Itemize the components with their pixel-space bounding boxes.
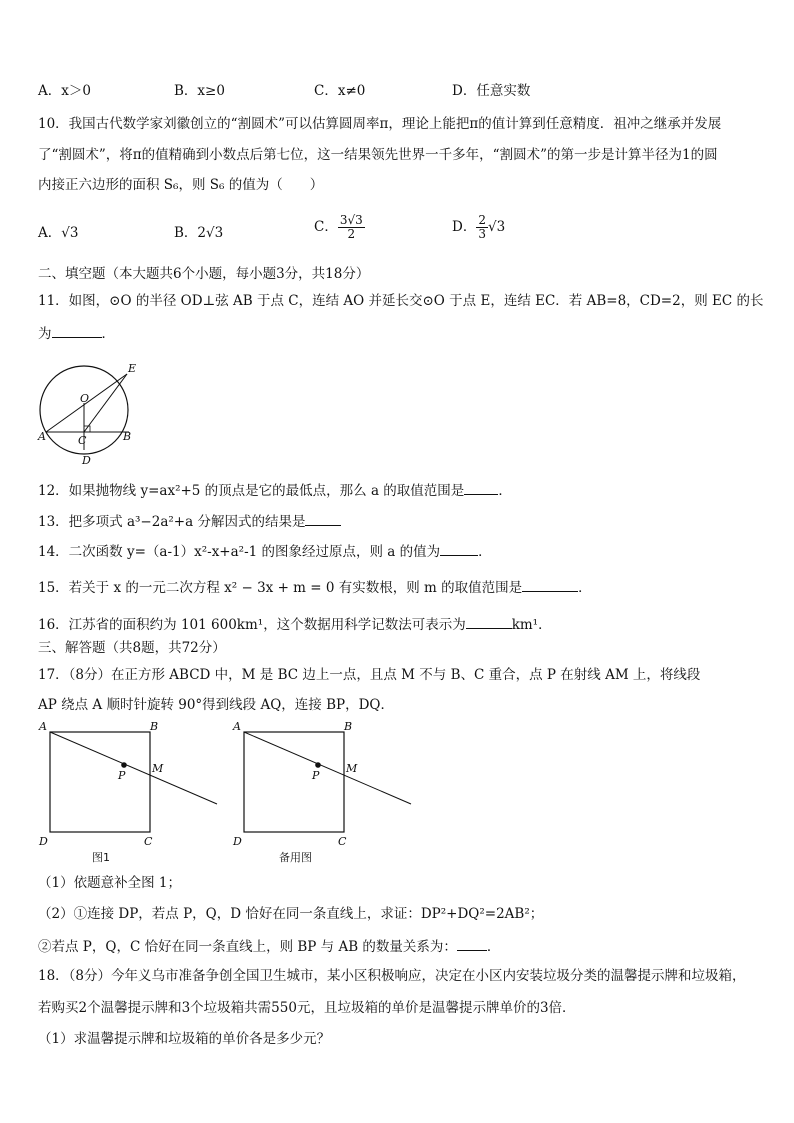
q11-circle-figure — [36, 360, 148, 468]
label-d: D — [82, 454, 91, 467]
q10-option-d — [452, 214, 505, 241]
q9-option-d: D．任意实数 — [452, 83, 531, 99]
label-a: A — [233, 720, 241, 733]
q10-line-3: 内接正六边形的面积 S₆，则 S₆ 的值为（ ） — [38, 177, 324, 193]
q9-option-c: C．x≠0 — [314, 83, 366, 99]
label-o: O — [80, 392, 90, 405]
label-c: C — [144, 835, 153, 848]
q12-line — [38, 480, 758, 500]
square-abcd — [50, 732, 150, 832]
q11-prefix: 为 — [38, 326, 52, 342]
label-a: A — [38, 430, 46, 443]
q10-option-a-value: √3 — [61, 225, 79, 241]
q17-part-1: （1）依题意补全图 1； — [38, 875, 181, 891]
label-c: C — [338, 835, 347, 848]
q17-part-2b — [38, 936, 758, 956]
label-b: B — [150, 720, 159, 733]
q11-line-1: 11．如图，⊙O 的半径 OD⊥弦 AB 于点 C，连结 AO 并延长交⊙O 于点 E，连结 EC．若 AB=8，CD=2，则 EC 的长 — [38, 293, 764, 309]
q15-line — [38, 577, 758, 597]
q10-option-d-value: √3 — [487, 219, 506, 235]
q11-suffix: ． — [101, 326, 115, 342]
q10-option-c-fraction — [338, 214, 365, 241]
section-2-title: 二、填空题（本大题共6个小题，每小题3分，共18分） — [38, 266, 370, 282]
q18-line-2: 若购买2个温馨提示牌和3个垃圾箱共需550元，且垃圾箱的单价是温馨提示牌单价的3倍． — [38, 1000, 576, 1016]
label-d: D — [39, 835, 48, 848]
q10-option-b — [174, 224, 223, 242]
q12-text: 12．如果抛物线 y=ax²+5 的顶点是它的最低点，那么 a 的取值范围是 — [38, 483, 465, 499]
label-c: C — [78, 434, 87, 447]
q18-part-1: （1）求温馨提示牌和垃圾箱的单价各是多少元？ — [38, 1031, 331, 1047]
line-ec — [84, 374, 127, 432]
q14-text: 14．二次函数 y=（a-1）x²-x+a²-1 的图象经过原点，则 a 的值为 — [38, 544, 441, 560]
q14-suffix: ． — [478, 544, 492, 560]
label-m: M — [152, 762, 164, 775]
label-p: P — [118, 769, 126, 782]
q10-option-a-label: A． — [38, 225, 62, 241]
q10-option-c — [314, 214, 365, 241]
q17-part-2a: （2）①连接 DP，若点 P，Q，D 恰好在同一条直线上，求证：DP²+DQ²=2AB²； — [38, 906, 544, 922]
section-3-title: 三、解答题（共8题，共72分） — [38, 640, 226, 656]
q17-part-2b-suffix: ． — [486, 939, 501, 955]
square-abcd — [244, 732, 344, 832]
q9-option-b: B．x≥0 — [174, 83, 225, 99]
q17-fig1-caption: 图1 — [92, 851, 110, 864]
label-p: P — [312, 769, 320, 782]
ray-am — [50, 732, 217, 804]
q15-answer-blank[interactable] — [522, 577, 578, 592]
q14-line — [38, 541, 758, 561]
q13-line — [38, 511, 758, 531]
q11-answer-blank[interactable] — [52, 323, 102, 338]
q12-suffix: ． — [498, 483, 512, 499]
q16-suffix: km¹． — [511, 617, 552, 633]
q10-option-c-denominator: 2 — [347, 227, 356, 241]
q17-backup-figure — [230, 718, 420, 850]
q9-option-a: A．x＞0 — [38, 83, 91, 99]
label-d: D — [233, 835, 242, 848]
q17-line-2: AP 绕点 A 顺时针旋转 90°得到线段 AQ，连接 BP，DQ． — [38, 697, 394, 713]
q17-figure-1 — [36, 718, 226, 850]
q14-answer-blank[interactable] — [440, 541, 478, 556]
q16-text: 16．江苏省的面积约为 101 600km¹，这个数据用科学记数法可表示为 — [38, 617, 466, 633]
q10-line-2: 了“割圆术”，将π的值精确到小数点后第七位，这一结果领先世界一千多年，“割圆术”的第一步是计算半径为1的圆 — [38, 147, 718, 163]
q10-option-d-fraction — [476, 214, 488, 241]
q10-line-1: 10．我国古代数学家刘徽创立的“割圆术”可以估算圆周率π，理论上能把π的值计算到任意精度．祖冲之继承并发展 — [38, 116, 722, 132]
q17-backup-caption: 备用图 — [279, 851, 312, 864]
q10-option-a — [38, 224, 78, 242]
label-b: B — [344, 720, 353, 733]
q13-text: 13．把多项式 a³−2a²+a 分解因式的结果是 — [38, 514, 306, 530]
q10-option-b-label: B．2 — [174, 225, 207, 241]
point-p — [315, 762, 321, 768]
label-e: E — [128, 362, 137, 375]
q10-option-d-numerator: 2 — [478, 213, 486, 227]
q17-line-1: 17．（8分）在正方形 ABCD 中，M 是 BC 边上一点，且点 M 不与 B、C 重合，点 P 在射线 AM 上，将线段 — [38, 667, 701, 683]
q16-line — [38, 614, 758, 634]
q16-answer-blank[interactable] — [466, 614, 512, 629]
q10-option-c-numerator: 3√3 — [339, 213, 363, 227]
label-b: B — [123, 430, 132, 443]
q17-answer-blank[interactable] — [457, 936, 487, 951]
label-a: A — [39, 720, 47, 733]
q18-line-1: 18．（8分）今年义乌市准备争创全国卫生城市，某小区积极响应，决定在小区内安装垃圾分类的温馨提示牌和垃圾箱， — [38, 968, 746, 984]
q12-answer-blank[interactable] — [464, 480, 498, 495]
q10-option-c-label: C． — [314, 219, 338, 235]
point-p — [121, 762, 127, 768]
q10-option-d-label: D． — [452, 219, 477, 235]
q15-text: 15．若关于 x 的一元二次方程 x² − 3x + m = 0 有实数根，则 m 的取值范围是 — [38, 580, 523, 596]
q17-part-2b-text: ②若点 P，Q，C 恰好在同一条直线上，则 BP 与 AB 的数量关系为： — [38, 939, 457, 955]
q11-line-2 — [38, 323, 758, 343]
label-m: M — [346, 762, 358, 775]
ray-am — [244, 732, 411, 804]
q15-suffix: ． — [578, 580, 592, 596]
q10-option-b-value: √3 — [206, 225, 224, 241]
q10-option-d-denominator: 3 — [478, 227, 486, 241]
q13-answer-blank[interactable] — [305, 511, 341, 526]
